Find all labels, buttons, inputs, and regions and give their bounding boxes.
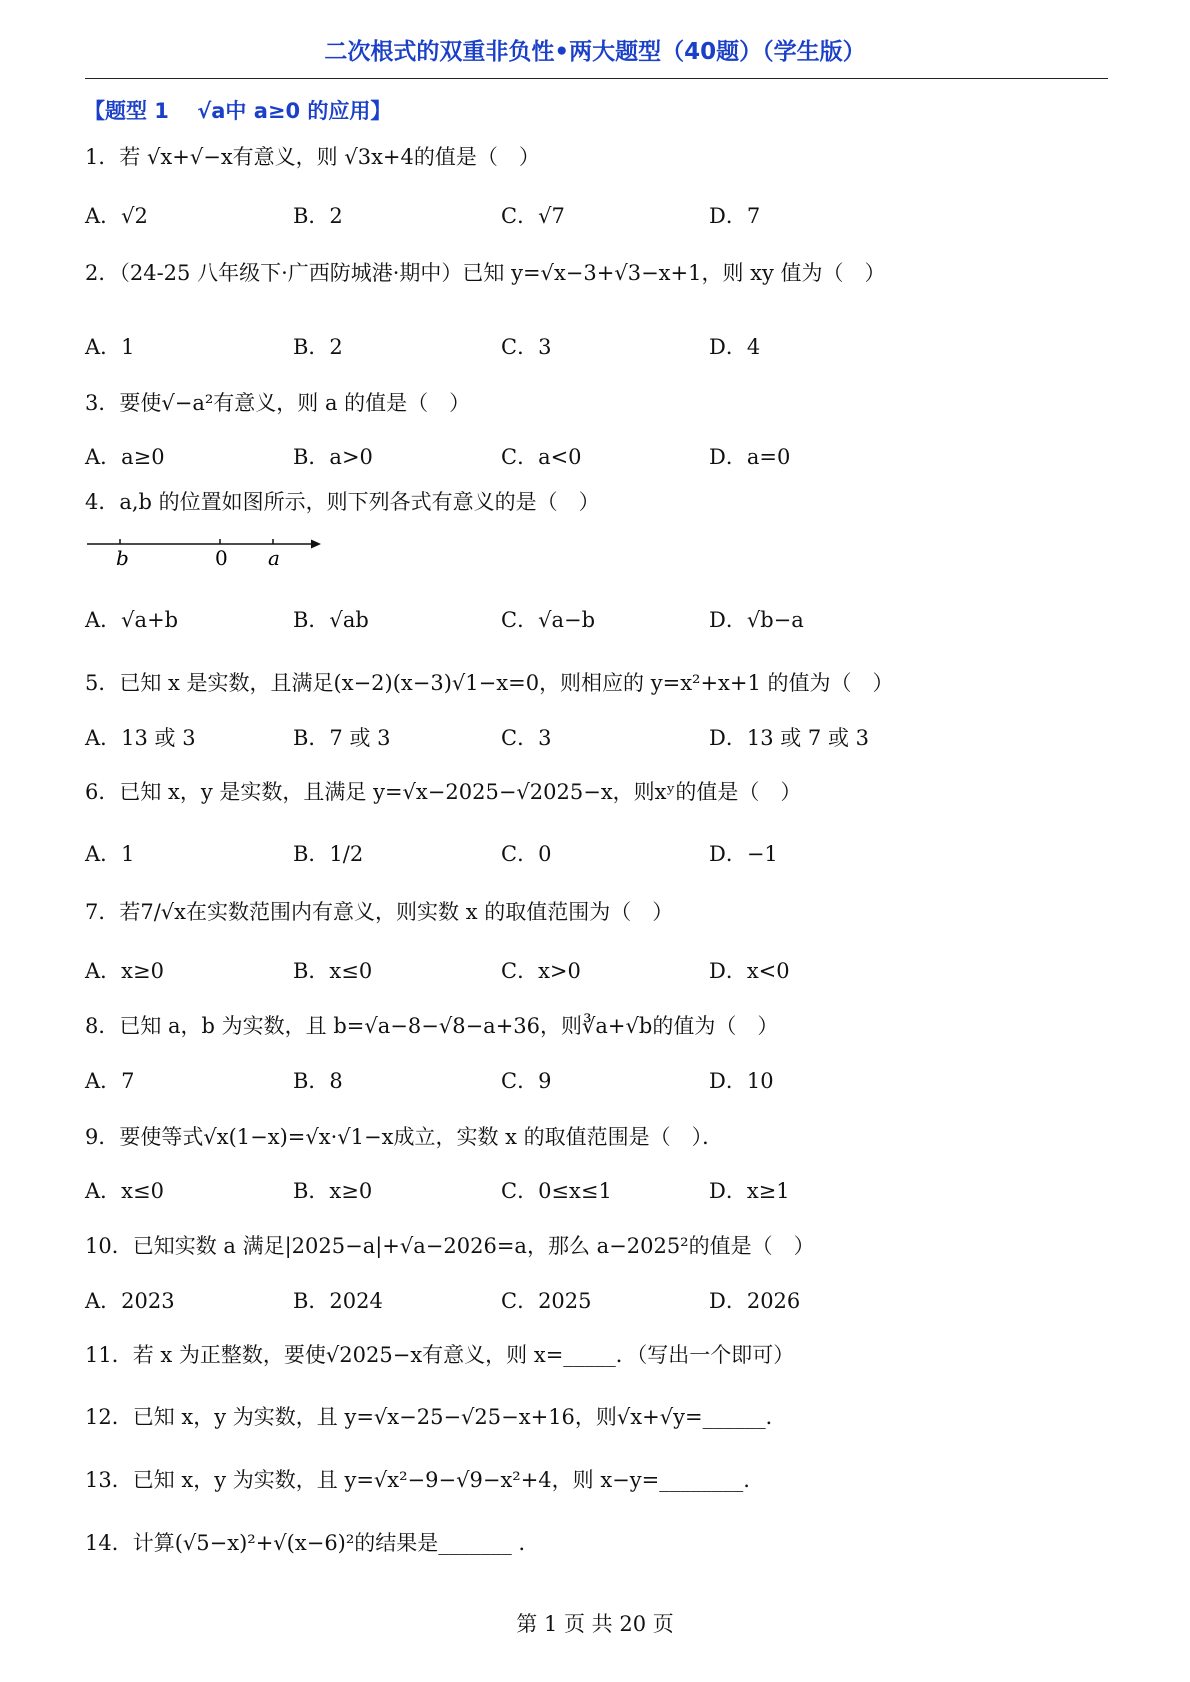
question-5-stem: 5．已知 x 是实数，且满足(x−2)(x−3)√1−x=0，则相应的 y=x²+x+1 的值为（ ） [85, 671, 894, 695]
question-4-stem: 4．a,b 的位置如图所示，则下列各式有意义的是（ ） [85, 490, 600, 514]
question-4-option-c: C．√a−b [501, 608, 596, 632]
question-7-option-d: D．x<0 [709, 959, 790, 983]
question-4-option-b: B．√ab [293, 608, 369, 632]
question-8-option-d: D．10 [709, 1069, 774, 1093]
question-2-option-b: B．2 [293, 335, 343, 359]
question-1-option-d: D．7 [709, 204, 761, 228]
question-10-option-d: D．2026 [709, 1289, 801, 1313]
question-6-option-b: B．1/2 [293, 842, 364, 866]
question-9-option-b: B．x≥0 [293, 1179, 373, 1203]
question-7-stem: 7．若7/√x在实数范围内有意义，则实数 x 的取值范围为（ ） [85, 900, 674, 924]
question-2-option-c: C．3 [501, 335, 552, 359]
question-7-option-b: B．x≤0 [293, 959, 373, 983]
question-3-stem: 3．要使√−a²有意义，则 a 的值是（ ） [85, 391, 471, 415]
title-divider [85, 78, 1108, 79]
question-8-option-b: B．8 [293, 1069, 343, 1093]
question-1-option-b: B．2 [293, 204, 343, 228]
question-6-option-a: A．1 [85, 842, 135, 866]
question-13-stem: 13．已知 x，y 为实数，且 y=√x²−9−√9−x²+4，则 x−y=________. [85, 1468, 750, 1492]
question-6-stem: 6．已知 x，y 是实数，且满足 y=√x−2025−√2025−x，则xʸ的值是（ ） [85, 780, 802, 804]
question-10-option-b: B．2024 [293, 1289, 383, 1313]
question-4-option-d: D．√b−a [709, 608, 804, 632]
question-9-option-a: A．x≤0 [85, 1179, 164, 1203]
question-10-option-a: A．2023 [85, 1289, 175, 1313]
question-9-option-c: C．0≤x≤1 [501, 1179, 612, 1203]
question-12-stem: 12．已知 x，y 为实数，且 y=√x−25−√25−x+16，则√x+√y=______． [85, 1405, 787, 1429]
question-2-stem: 2．（24-25 八年级下·广西防城港·期中）已知 y=√x−3+√3−x+1，则 xy 值为（ ） [85, 261, 886, 285]
question-1-option-a: A．√2 [85, 204, 148, 228]
document-title: 二次根式的双重非负性•两大题型（40题）（学生版） [324, 39, 866, 65]
question-7-option-a: A．x≥0 [85, 959, 164, 983]
question-6-option-c: C．0 [501, 842, 552, 866]
number-line-arrow [311, 540, 321, 549]
question-8-option-a: A．7 [85, 1069, 135, 1093]
question-10-stem: 10．已知实数 a 满足|2025−a|+√a−2026=a，那么 a−2025²的值是（ ） [85, 1234, 815, 1258]
question-3-option-d: D．a=0 [709, 445, 791, 469]
question-3-option-a: A．a≥0 [85, 445, 165, 469]
question-5-option-a: A．13 或 3 [85, 726, 196, 750]
question-2-option-d: D．4 [709, 335, 761, 359]
label-a: a [268, 546, 280, 570]
question-6-option-d: D．−1 [709, 842, 778, 866]
question-2-option-a: A．1 [85, 335, 135, 359]
question-1-option-c: C．√7 [501, 204, 565, 228]
label-zero: 0 [215, 546, 228, 570]
question-9-option-d: D．x≥1 [709, 1179, 790, 1203]
question-11-stem: 11．若 x 为正整数，要使√2025−x有意义，则 x=_____．（写出一个即可） [85, 1343, 795, 1367]
question-8-stem: 8．已知 a，b 为实数，且 b=√a−8−√8−a+36，则∛a+√b的值为（ ） [85, 1014, 779, 1038]
question-3-option-b: B．a>0 [293, 445, 373, 469]
label-b: b [116, 546, 129, 570]
number-line-figure [85, 530, 325, 572]
question-5-option-b: B．7 或 3 [293, 726, 391, 750]
question-1-stem: 1．若 √x+√−x有意义，则 √3x+4的值是（ ） [85, 145, 540, 169]
section-heading: 【题型 1 √a中 a≥0 的应用】 [84, 99, 392, 123]
question-7-option-c: C．x>0 [501, 959, 581, 983]
question-4-option-a: A．√a+b [85, 608, 179, 632]
question-5-option-c: C．3 [501, 726, 552, 750]
question-5-option-d: D．13 或 7 或 3 [709, 726, 869, 750]
question-10-option-c: C．2025 [501, 1289, 592, 1313]
question-8-option-c: C．9 [501, 1069, 552, 1093]
question-14-stem: 14．计算(√5−x)²+√(x−6)²的结果是_______ ． [85, 1531, 540, 1555]
question-9-stem: 9．要使等式√x(1−x)=√x·√1−x成立，实数 x 的取值范围是（ ）． [85, 1125, 724, 1149]
question-3-option-c: C．a<0 [501, 445, 582, 469]
page-footer: 第 1 页 共 20 页 [516, 1612, 674, 1636]
